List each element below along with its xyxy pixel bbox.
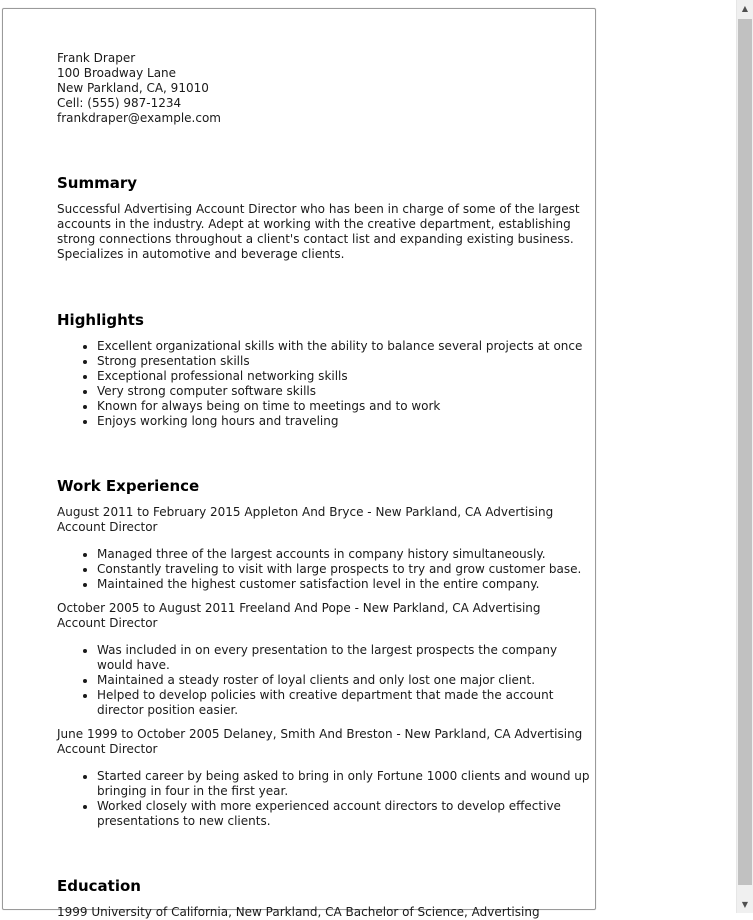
contact-name: Frank Draper	[57, 51, 136, 65]
job-duty: • Managed three of the largest accounts in company history simultaneously.	[97, 547, 591, 562]
job-duty: • Maintained a steady roster of loyal clients and only lost one major client.	[97, 673, 591, 688]
vertical-scrollbar[interactable]	[736, 0, 753, 913]
education-heading: Education	[57, 877, 141, 895]
job-duty: • Helped to develop policies with creative department that made the account director position easier.	[97, 688, 591, 718]
job-duty: • Was included in on every presentation to the largest prospects the company would have.	[97, 643, 591, 673]
contact-email: frankdraper@example.com	[57, 111, 221, 125]
highlight-item: • Very strong computer software skills	[97, 384, 591, 399]
highlight-item: • Exceptional professional networking skills	[97, 369, 591, 384]
job-duty: • Worked closely with more experienced account directors to develop effective presentations to new clients.	[97, 799, 591, 829]
scroll-up-icon[interactable]: ▲	[741, 4, 749, 13]
job-title: June 1999 to October 2005 Delaney, Smith And Breston - New Parkland, CA Advertising Account Director	[57, 727, 583, 756]
job-duties-list	[57, 547, 591, 592]
summary-heading: Summary	[57, 174, 138, 192]
contact-cell: Cell: (555) 987-1234	[57, 96, 182, 110]
resume-content	[57, 51, 591, 920]
contact-address: 100 Broadway Lane	[57, 66, 177, 80]
resume-page	[2, 8, 596, 919]
job-duty: • Maintained the highest customer satisfaction level in the entire company.	[97, 577, 591, 592]
job-title: August 2011 to February 2015 Appleton And Bryce - New Parkland, CA Advertising Account Director	[57, 505, 554, 534]
highlight-item: • Enjoys working long hours and traveling	[97, 414, 591, 429]
highlight-item: • Known for always being on time to meetings and to work	[97, 399, 591, 414]
contact-city: New Parkland, CA, 91010	[57, 81, 209, 95]
summary-text: Successful Advertising Account Director who has been in charge of some of the largest accounts in the industry. Adept at working with the creative department, establishing strong connections throughout a client's contact list and expanding existing business. Specializes in automotive and beverage clients.	[57, 202, 580, 261]
job-duty: • Started career by being asked to bring in only Fortune 1000 clients and wound up bringing in four in the first year.	[97, 769, 591, 799]
job-title: October 2005 to August 2011 Freeland And Pope - New Parkland, CA Advertising Account Director	[57, 601, 541, 630]
highlights-list	[57, 339, 591, 429]
scroll-thumb[interactable]	[738, 19, 752, 885]
highlight-item: • Strong presentation skills	[97, 354, 591, 369]
contact-block	[57, 51, 591, 126]
education-text: 1999 University of California, New Parkland, CA Bachelor of Science, Advertising	[57, 905, 540, 919]
highlights-heading: Highlights	[57, 311, 144, 329]
highlight-item: • Excellent organizational skills with the ability to balance several projects at once	[97, 339, 591, 354]
job-duties-list	[57, 769, 591, 829]
job-duty: • Constantly traveling to visit with large prospects to try and grow customer base.	[97, 562, 591, 577]
job-duties-list	[57, 643, 591, 718]
scroll-down-icon[interactable]: ▼	[741, 900, 749, 909]
work-experience-heading: Work Experience	[57, 477, 200, 495]
